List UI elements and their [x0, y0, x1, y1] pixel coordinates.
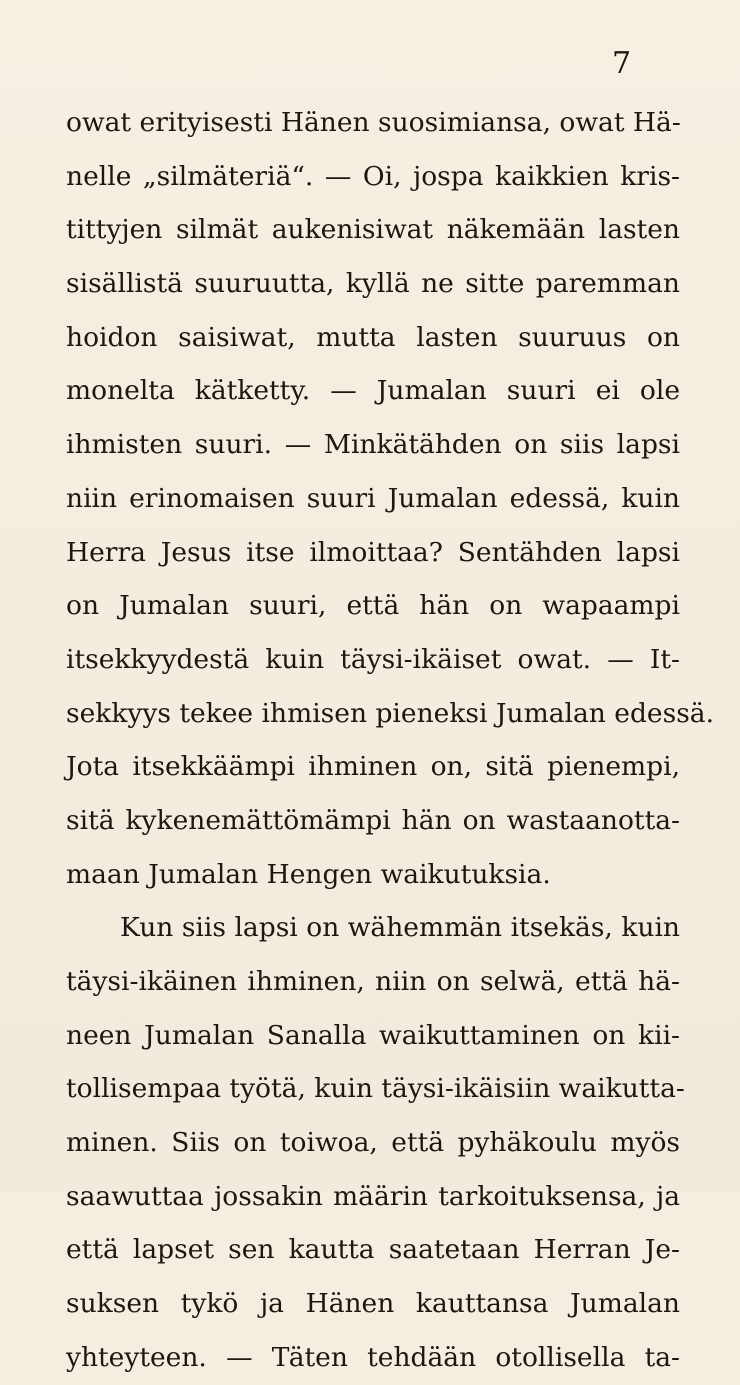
text-line: tollisempaa työtä, kuin täysi-ikäisiin waikutta-: [66, 1073, 685, 1105]
text-line: Herra Jesus itse ilmoittaa? Sentähden lapsi: [66, 536, 680, 568]
text-line: saawuttaa jossakin määrin tarkoituksensa, ja: [66, 1180, 680, 1212]
text-line: täysi-ikäinen ihminen, niin on selwä, että hä-: [66, 966, 680, 997]
text-line: tittyjen silmät aukenisiwat näkemään lasten: [66, 214, 680, 246]
body-text: [66, 96, 715, 1385]
text-line: että lapset sen kautta saatetaan Herran Je-: [66, 1234, 680, 1266]
text-line: on Jumalan suuri, että hän on wapaampi: [66, 590, 680, 622]
text-line: suksen tykö ja Hänen kauttansa Jumalan: [66, 1288, 680, 1320]
text-line: sisällistä suuruutta, kyllä ne sitte paremman: [66, 268, 680, 300]
text-line: sekkyys tekee ihmisen pieneksi Jumalan edessä.: [66, 697, 715, 729]
paragraph-start-line: Kun siis lapsi on wähemmän itsekäs, kuin: [120, 912, 680, 944]
text-line: monelta kätketty. — Jumalan suuri ei ole: [66, 375, 680, 407]
text-line: yhteyteen. — Täten tehdään otollisella ta-: [66, 1341, 680, 1373]
text-line: neen Jumalan Sanalla waikuttaminen on kii-: [66, 1019, 680, 1051]
text-line: maan Jumalan Hengen waikutuksia.: [66, 858, 551, 890]
text-line: nelle „silmäteriä“. — Oi, jospa kaikkien kris-: [66, 160, 680, 192]
page-number: 7: [612, 46, 632, 81]
text-line: owat erityisesti Hänen suosimiansa, owat Hä-: [66, 107, 681, 138]
text-line: ihmisten suuri. — Minkätähden on siis lapsi: [66, 429, 680, 461]
text-line: minen. Siis on toiwoa, että pyhäkoulu myös: [66, 1127, 680, 1159]
text-line: hoidon saisiwat, mutta lasten suuruus on: [66, 321, 680, 353]
text-line: sitä kykenemättömämpi hän on wastaanotta-: [66, 804, 680, 836]
text-line: itsekkyydestä kuin täysi-ikäiset owat. — It-: [66, 643, 680, 675]
text-line: niin erinomaisen suuri Jumalan edessä, kuin: [66, 482, 680, 514]
text-line: Jota itsekkäämpi ihminen on, sitä pienempi,: [66, 751, 680, 783]
